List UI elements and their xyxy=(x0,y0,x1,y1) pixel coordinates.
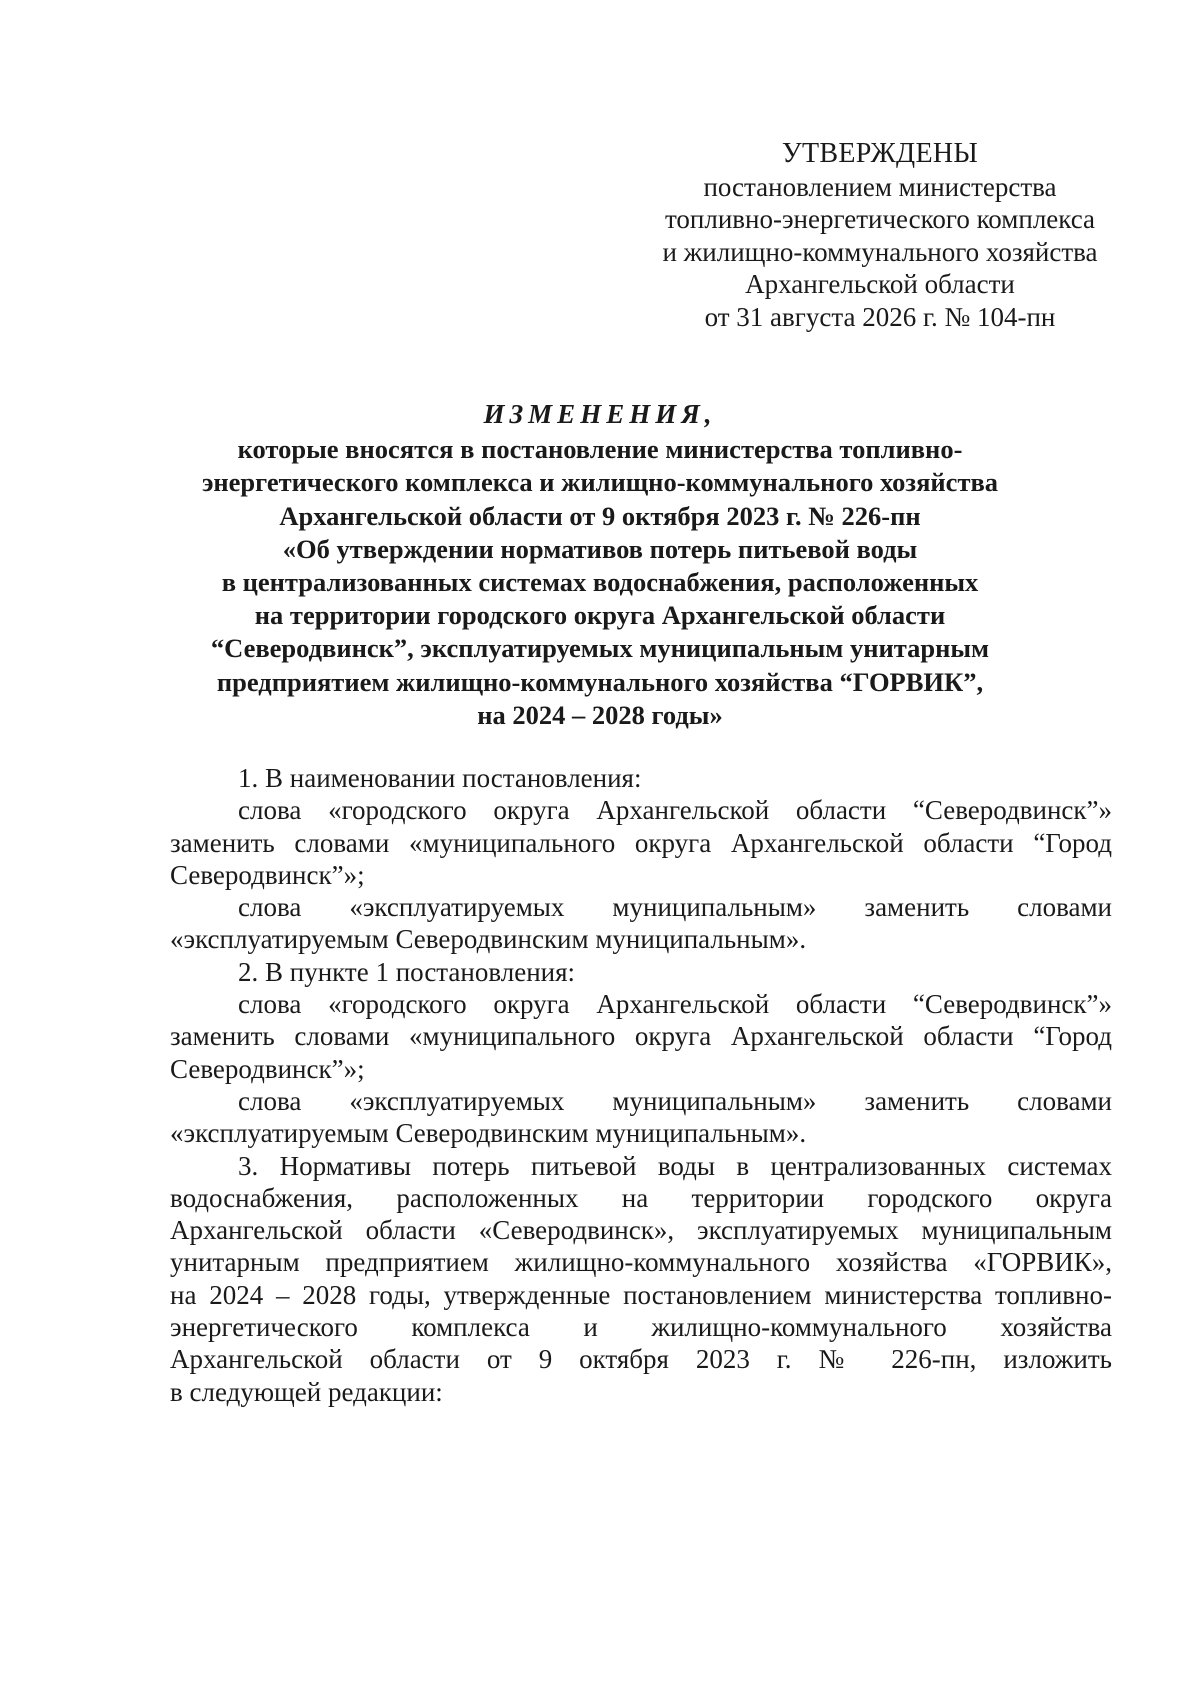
approval-title: УТВЕРЖДЕНЫ xyxy=(781,138,979,169)
approval-line: постановлением министерства xyxy=(703,171,1057,202)
item-2-sub1-line: заменить словами «муниципального округа Архангельской области “Город xyxy=(170,1021,1112,1052)
approval-line: от 31 августа 2026 г. № 104-пн xyxy=(704,301,1056,332)
document-body xyxy=(170,762,1112,1408)
item-2-sub2-line: слова «эксплуатируемых муниципальным» заменить словами xyxy=(238,1085,1112,1116)
approval-line: топливно-энергетического комплекса xyxy=(664,204,1096,234)
heading-line: в централизованных системах водоснабжения, расположенных xyxy=(221,567,979,598)
item-2-sub1-line: слова «городского округа Архангельской области “Северодвинск”» xyxy=(238,989,1112,1020)
item-1-sub1-line: слова «городского округа Архангельской области “Северодвинск”» xyxy=(238,795,1112,826)
heading-title: ИЗМЕНЕНИЯ, xyxy=(483,399,717,429)
item-1-sub2-line: слова «эксплуатируемых муниципальным» заменить словами xyxy=(238,892,1112,923)
heading-line: предприятием жилищно-коммунального хозяйства “ГОРВИК”, xyxy=(216,666,984,697)
approval-line: Архангельской области xyxy=(745,269,1015,299)
heading-line: Архангельской области от 9 октября 2023 г. № 226-пн xyxy=(279,500,921,531)
item-3-line: водоснабжения, расположенных на территории городского округа xyxy=(170,1182,1112,1213)
heading-line: на 2024 – 2028 годы» xyxy=(477,699,723,730)
item-1-sub1-line: заменить словами «муниципального округа Архангельской области “Город xyxy=(170,827,1112,858)
item-1-sub2-line: «эксплуатируемым Северодвинским муниципальным». xyxy=(170,924,807,955)
document-heading xyxy=(150,398,1050,732)
heading-line: которые вносятся в постановление министерства топливно- xyxy=(237,434,963,465)
item-3-line: энергетического комплекса и жилищно-коммунального хозяйства xyxy=(170,1312,1112,1343)
heading-line: «Об утверждении нормативов потерь питьевой воды xyxy=(282,533,918,564)
approval-line: и жилищно-коммунального хозяйства xyxy=(662,236,1098,267)
heading-line: энергетического комплекса и жилищно-коммунального хозяйства xyxy=(201,467,999,498)
item-3-line: Архангельской области от 9 октября 2023 г. № 226-пн, изложить xyxy=(170,1344,1112,1375)
heading-line: “Северодвинск”, эксплуатируемых муниципальным унитарным xyxy=(210,633,990,664)
item-1-header: 1. В наименовании постановления: xyxy=(238,763,642,793)
item-1-sub1-line: Северодвинск”»; xyxy=(170,859,365,890)
item-3-line: в следующей редакции: xyxy=(170,1376,443,1407)
heading-line: на территории городского округа Архангельской области xyxy=(254,600,946,631)
item-2-header: 2. В пункте 1 постановления: xyxy=(238,956,576,987)
item-2-sub1-line: Северодвинск”»; xyxy=(170,1053,365,1084)
item-3-line: унитарным предприятием жилищно-коммунального хозяйства «ГОРВИК», xyxy=(170,1247,1112,1278)
approval-block xyxy=(610,138,1150,333)
item-3-line: 3. Нормативы потерь питьевой воды в централизованных системах xyxy=(238,1150,1112,1181)
item-3-line: Архангельской области «Северодвинск», эксплуатируемых муниципальным xyxy=(170,1215,1112,1246)
item-3-line: на 2024 – 2028 годы, утвержденные постановлением министерства топливно- xyxy=(170,1279,1112,1310)
item-2-sub2-line: «эксплуатируемым Северодвинским муниципальным». xyxy=(170,1118,807,1149)
